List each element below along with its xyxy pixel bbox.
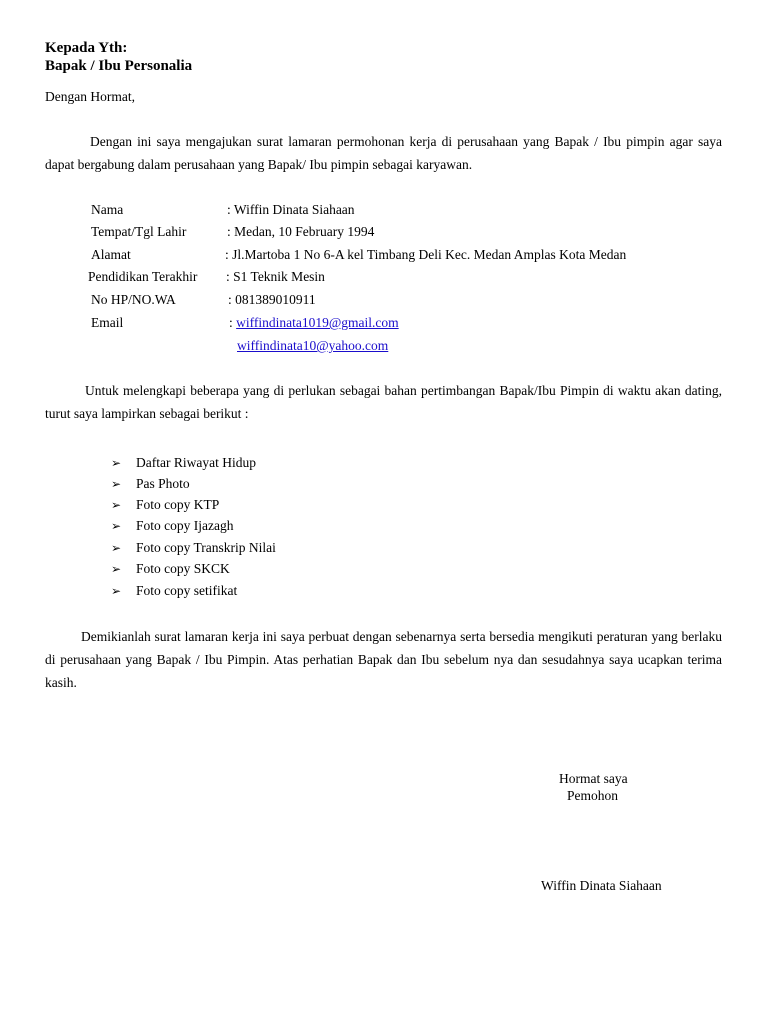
name-label: Nama bbox=[91, 202, 124, 217]
intro-paragraph: Dengan ini saya mengajukan surat lamaran permohonan kerja di perusahaan yang Bapak / Ibu pimpin agar saya dapat bergabung dalam perusahaan yang Bapak/ Ibu pimpin sebagai karyawan. bbox=[45, 134, 722, 172]
address-label: Alamat bbox=[91, 247, 131, 262]
list-item bbox=[111, 561, 121, 577]
education-value: : S1 Teknik Mesin bbox=[226, 269, 325, 284]
birth-value: : Medan, 10 February 1994 bbox=[227, 224, 375, 239]
closing-paragraph: Demikianlah surat lamaran kerja ini saya perbuat dengan sebenarnya serta bersedia mengikuti peraturan yang berlaku di perusahaan yang Bapak / Ibu Pimpin. Atas perhatian Bapak dan Ibu sebelum nya dan sesudahnya saya ucapkan terima kasih. bbox=[45, 629, 722, 690]
list-item-label: Daftar Riwayat Hidup bbox=[136, 455, 256, 470]
list-item-label: Pas Photo bbox=[136, 476, 190, 491]
list-item-label: Foto copy SKCK bbox=[136, 561, 230, 576]
recipient: Bapak / Ibu Personalia bbox=[45, 58, 193, 74]
signoff-role: Pemohon bbox=[567, 788, 619, 803]
list-item-label: Foto copy Transkrip Nilai bbox=[136, 540, 276, 555]
education-label: Pendidikan Terakhir bbox=[88, 269, 198, 284]
list-item bbox=[111, 476, 121, 492]
arrow-bullet-icon: ➢ bbox=[111, 562, 122, 576]
phone-label: No HP/NO.WA bbox=[91, 292, 176, 307]
name-value: : Wiffin Dinata Siahaan bbox=[227, 202, 355, 217]
list-item bbox=[111, 583, 121, 599]
list-item-label: Foto copy Ijazagh bbox=[136, 518, 234, 533]
list-item bbox=[111, 540, 121, 556]
email-colon: : bbox=[229, 315, 237, 330]
list-item bbox=[111, 518, 121, 534]
arrow-bullet-icon: ➢ bbox=[111, 541, 122, 555]
signoff-name: Wiffin Dinata Siahaan bbox=[541, 878, 662, 893]
list-item-label: Foto copy setifikat bbox=[136, 583, 238, 598]
list-item-label: Foto copy KTP bbox=[136, 497, 220, 512]
email-line bbox=[229, 315, 399, 331]
arrow-bullet-icon: ➢ bbox=[111, 477, 122, 491]
birth-label: Tempat/Tgl Lahir bbox=[91, 224, 187, 239]
attachments-paragraph: Untuk melengkapi beberapa yang di perlukan sebagai bahan pertimbangan Bapak/Ibu Pimpin di waktu akan dating, turut saya lampirkan sebagai berikut : bbox=[45, 383, 722, 421]
to-line: Kepada Yth: bbox=[45, 40, 128, 56]
list-item bbox=[111, 497, 121, 513]
address-value: : Jl.Martoba 1 No 6-A kel Timbang Deli Kec. Medan Amplas Kota Medan bbox=[225, 247, 627, 262]
arrow-bullet-icon: ➢ bbox=[111, 456, 122, 470]
phone-value: : 081389010911 bbox=[228, 292, 316, 307]
list-item bbox=[111, 455, 121, 471]
email-secondary-link[interactable]: wiffindinata10@yahoo.com bbox=[237, 338, 389, 353]
arrow-bullet-icon: ➢ bbox=[111, 498, 122, 512]
greeting: Dengan Hormat, bbox=[45, 89, 135, 104]
arrow-bullet-icon: ➢ bbox=[111, 584, 122, 598]
email-label: Email bbox=[91, 315, 124, 330]
arrow-bullet-icon: ➢ bbox=[111, 519, 122, 533]
email-primary-link[interactable]: wiffindinata1019@gmail.com bbox=[236, 315, 399, 330]
signoff-regards: Hormat saya bbox=[559, 771, 628, 786]
